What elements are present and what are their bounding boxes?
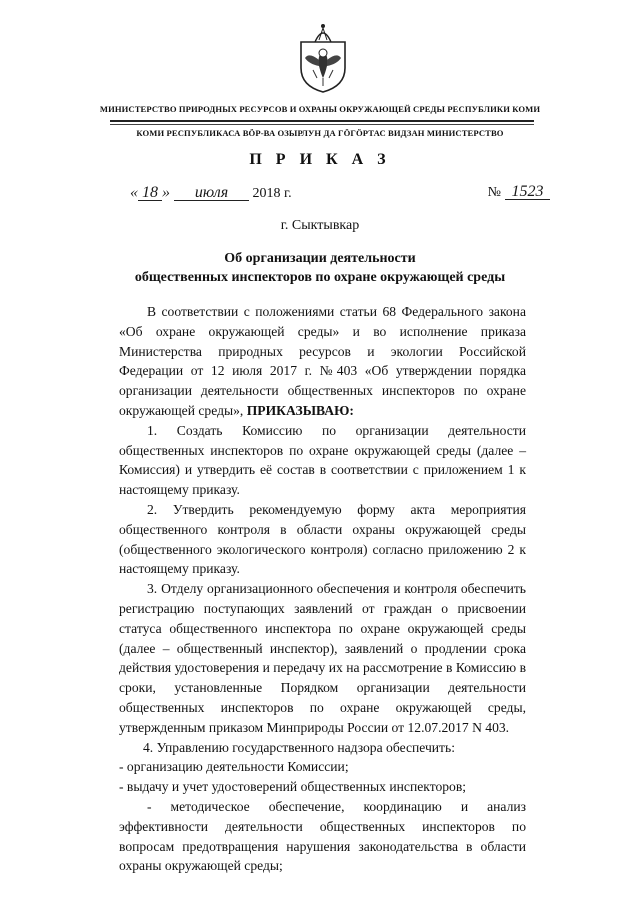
order-number — [488, 184, 550, 201]
order-subject — [0, 249, 640, 287]
preamble-text: В соответствии с положениями статьи 68 Федерального закона «Об охране окружающей среды» и во исполнение приказа Министерства природных ресурсов и экологии Российской Федерации от 12 июля 2017 г. №403 «Об утверждении порядка организации деятельности общественных инспекторов по охране окружающей среды», — [119, 304, 526, 418]
date-month: июля — [174, 185, 249, 201]
item-4-sub-1: - организацию деятельности Комиссии; — [119, 759, 349, 775]
order-date — [130, 184, 292, 202]
date-open-quote: « — [130, 184, 138, 201]
date-number-row — [130, 184, 550, 208]
document-title: П Р И К А З — [249, 151, 391, 168]
item-4: 4. Управлению государственного надзора обеспечить: — [143, 739, 455, 755]
city: г. Сыктывкар — [280, 218, 360, 233]
number-label: № — [487, 185, 501, 200]
ministry-name-komi: КОМИ РЕСПУБЛИКАСА ВӦР-ВА ОЗЫРЛУН ДА ГӦГӦРТАС ВИДЗАН МИНИСТЕРСТВО — [136, 128, 504, 138]
item-4-sub-3: - методическое обеспечение, координацию и анализ эффективности деятельности общественных инспекторов по вопросам предотвращения нарушения законодательства в области охраны окружающей среды; — [119, 798, 526, 874]
coat-of-arms-icon — [297, 20, 349, 94]
preamble-paragraph — [119, 302, 526, 421]
order-keyword: ПРИКАЗЫВАЮ: — [246, 402, 354, 418]
date-day: 18 — [138, 185, 162, 201]
date-year: 2018 г. — [252, 186, 292, 201]
date-close-quote: » — [162, 184, 170, 201]
item-3: 3. Отделу организационного обеспечения и контроля обеспечить регистрацию поступающих заявлений от граждан о присвоении статуса общественного инспектора по охране окружающей среды (далее – общественный инспектор), заявлений о продлении срока действия удостоверения и передачу их на рассмотрение в Комиссию в сроки, установленные Порядком организации деятельности общественных инспекторов по охране окружающей среды, утвержденным приказом Минприроды России от 12.07.2017 N 403. — [119, 581, 526, 735]
subject-line-2: общественных инспекторов по охране окружающей среды — [134, 270, 506, 285]
header-divider-thick — [110, 120, 534, 122]
item-4-sub-2: - выдачу и учет удостоверений общественных инспекторов; — [119, 779, 467, 795]
order-body — [119, 302, 526, 876]
header-divider-thin — [110, 124, 534, 125]
ministry-name-ru: МИНИСТЕРСТВО ПРИРОДНЫХ РЕСУРСОВ И ОХРАНЫ ОКРУЖАЮЩЕЙ СРЕДЫ РЕСПУБЛИКИ КОМИ — [99, 104, 541, 114]
item-2: 2. Утвердить рекомендуемую форму акта мероприятия общественного контроля в области охраны окружающей среды (общественного экологического контроля) согласно приложению 2 к настоящему приказу. — [119, 501, 526, 577]
item-1: 1. Создать Комиссию по организации деятельности общественных инспекторов по охране окружающей среды (далее – Комиссия) и утвердить её состав в соответствии с приложением 1 к настоящему приказу. — [119, 422, 526, 498]
subject-line-1: Об организации деятельности — [224, 251, 416, 266]
number-value: 1523 — [505, 184, 550, 200]
